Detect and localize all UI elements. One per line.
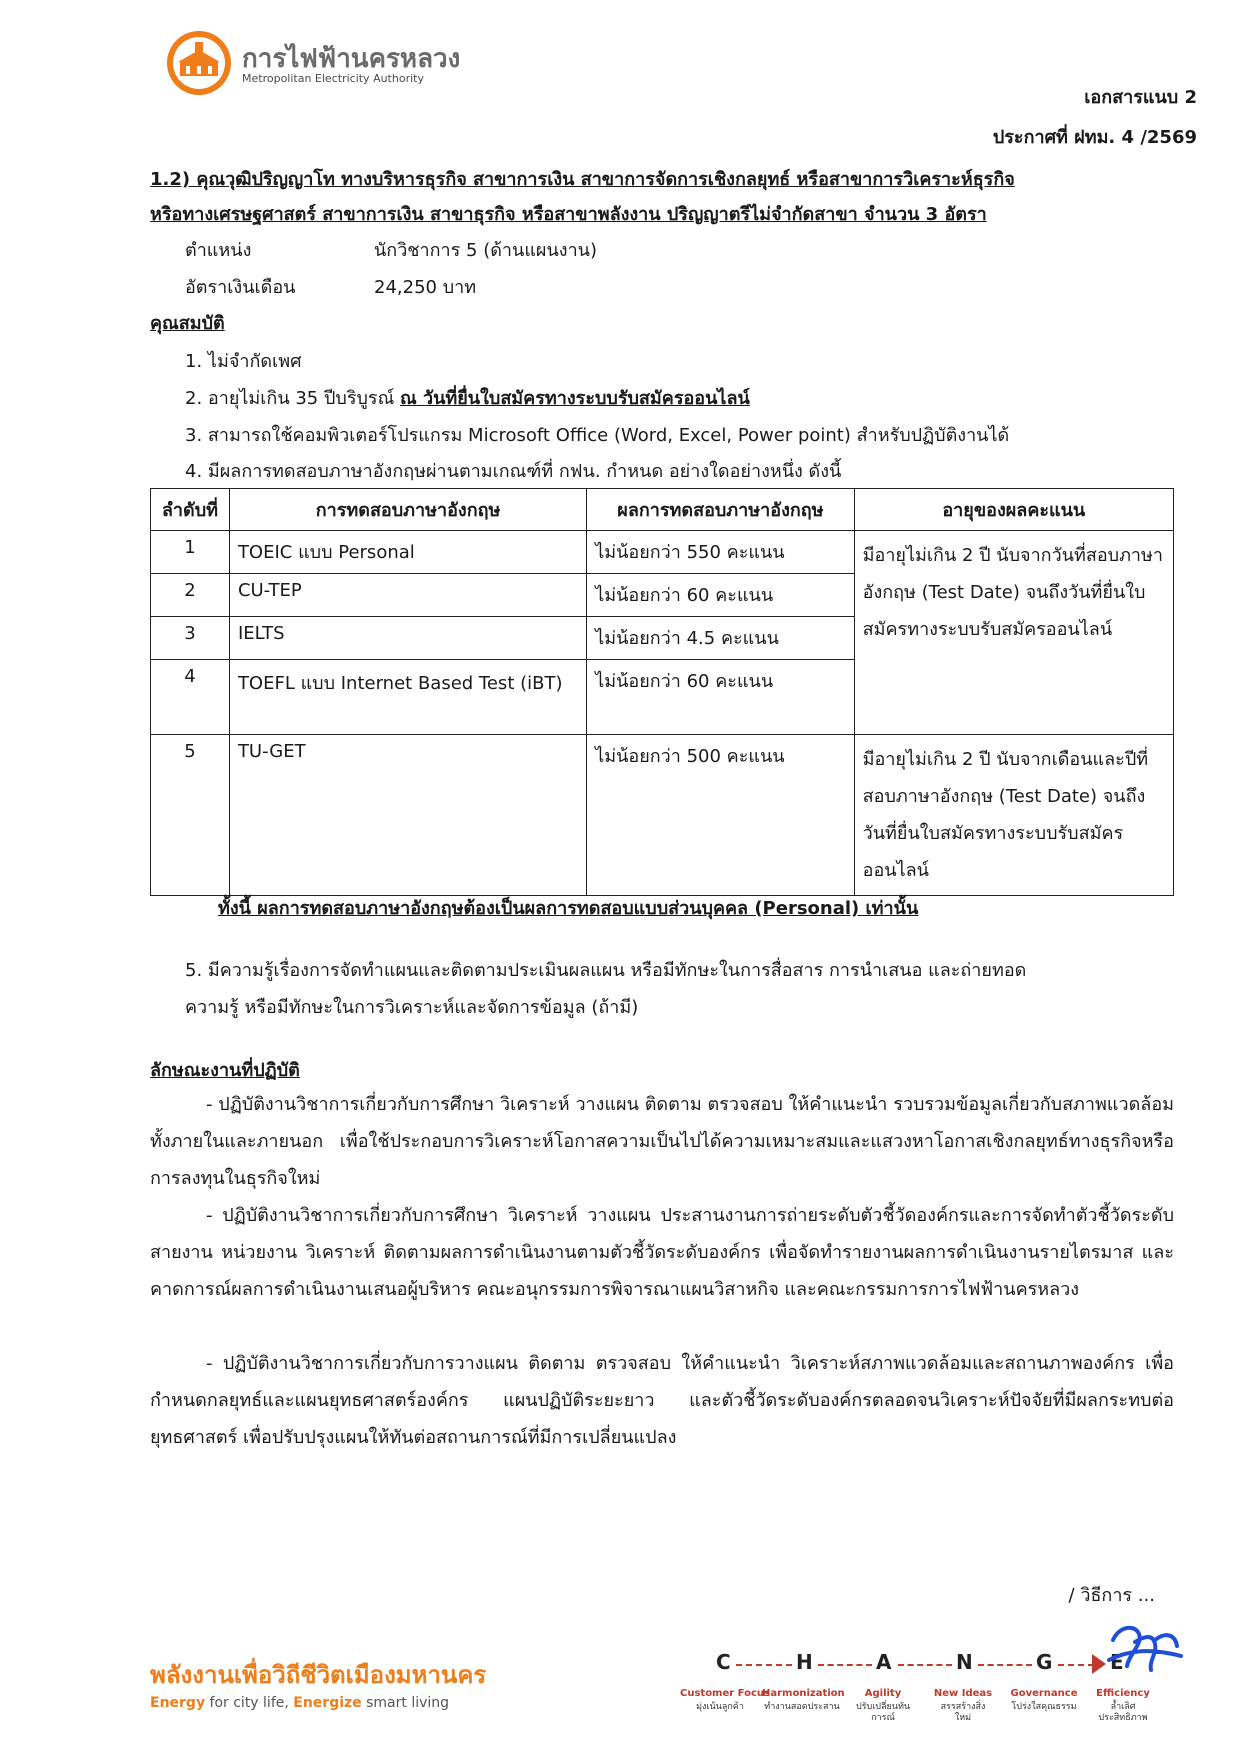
row-test: CU-TEP xyxy=(229,574,586,617)
announcement-number: ประกาศที่ ฝทม. 4 /2569 xyxy=(992,127,1197,148)
table-row xyxy=(151,531,1174,574)
org-name-th: การไฟฟ้านครหลวง xyxy=(242,44,461,74)
duty-1: - ปฏิบัติงานวิชาการเกี่ยวกับการศึกษา วิเคราะห์ วางแผน ติดตาม ตรวจสอบ ให้คำแนะนำ รวบรวมข้อมูลเกี่ยวกับสภาพแวดล้อมทั้งภายในและภายนอก เพื่อใช้ประกอบการวิเคราะห์โอกาสความเป็นไปได้ความเหมาะสมและแสวงหาโอกาสเชิงกลยุทธ์ทางธุรกิจหรือการลงทุนในธุรกิจใหม่ xyxy=(150,1094,1174,1189)
arrow-icon xyxy=(1092,1654,1106,1674)
position-value: นักวิชาการ 5 (ด้านแผนงาน) xyxy=(374,240,598,261)
qualifications-title: คุณสมบัติ xyxy=(150,313,225,334)
header-no: ลำดับที่ xyxy=(151,489,230,531)
header-test: การทดสอบภาษาอังกฤษ xyxy=(229,489,586,531)
change-sub-c: มุ่งเน้นลูกค้า xyxy=(696,1702,744,1712)
duties-title: ลักษณะงานที่ปฏิบัติ xyxy=(150,1060,300,1081)
qualification-2-text: 2. อายุไม่เกิน 35 ปีบริบูรณ์ xyxy=(185,388,401,409)
change-letter-n: N xyxy=(956,1650,973,1674)
section-heading-line2: หริอทางเศรษฐศาสตร์ สาขาการเงิน สาขาธุรกิจ หรือสาขาพลังงาน ปริญญาตรีไม่จำกัดสาขา จำนวน 3 อัตรา xyxy=(150,204,987,225)
change-label-g: Governance xyxy=(1010,1688,1078,1699)
continue-marker: / วิธีการ ... xyxy=(1068,1585,1155,1606)
change-sub-n: สรรสร้างสิ่งใหม่ xyxy=(940,1702,986,1723)
row-no: 3 xyxy=(151,617,230,660)
table-row xyxy=(151,735,1174,896)
change-dash xyxy=(898,1664,952,1666)
table-header-row xyxy=(151,489,1174,531)
validity-cell-5: มีอายุไม่เกิน 2 ปี นับจากเดือนและปีที่สอบภาษาอังกฤษ (Test Date) จนถึงวันที่ยื่นใบสมัครทางระบบรับสมัครออนไลน์ xyxy=(854,735,1173,896)
change-sub-e: ล้ำเลิศประสิทธิภาพ xyxy=(1098,1702,1148,1723)
mea-logo xyxy=(164,28,484,98)
change-label-n: New Ideas xyxy=(933,1688,993,1699)
change-dash xyxy=(978,1664,1032,1666)
row-score: ไม่น้อยกว่า 550 คะแนน xyxy=(587,531,854,574)
slogan-energy: Energy xyxy=(150,1695,206,1711)
duty-3: - ปฏิบัติงานวิชาการเกี่ยวกับการวางแผน ติดตาม ตรวจสอบ ให้คำแนะนำ วิเคราะห์สภาพแวดล้อมและสถานภาพองค์กร เพื่อกำหนดกลยุทธ์และแผนยุทธศาสตร์องค์กร แผนปฏิบัติระยะยาว และตัวชี้วัดระดับองค์กรตลอดจนวิเคราะห์ปัจจัยที่มีผลกระทบต่อยุทธศาสตร์ เพื่อปรับปรุงแผนให้ทันต่อสถานการณ์ที่มีการเปลี่ยนแปลง xyxy=(150,1353,1174,1448)
slogan-part2: for city life, xyxy=(205,1695,294,1711)
row-test: TOEIC แบบ Personal xyxy=(229,531,586,574)
qualification-5-line2: ความรู้ หรือมีทักษะในการวิเคราะห์และจัดการข้อมูล (ถ้ามี) xyxy=(185,997,639,1018)
change-letter-c: C xyxy=(716,1650,731,1674)
footer-slogan-en xyxy=(150,1695,449,1711)
row-score: ไม่น้อยกว่า 60 คะแนน xyxy=(587,660,854,735)
slogan-part4: smart living xyxy=(361,1695,450,1711)
validity-cell-1-4: มีอายุไม่เกิน 2 ปี นับจากวันที่สอบภาษาอังกฤษ (Test Date) จนถึงวันที่ยื่นใบสมัครทางระบบรับสมัครออนไลน์ xyxy=(854,531,1173,735)
row-score: ไม่น้อยกว่า 500 คะแนน xyxy=(587,735,854,896)
footer-slogan-th: พลังงานเพื่อวิถีชีวิตเมืองมหานคร xyxy=(150,1661,487,1689)
signature-icon xyxy=(1105,1620,1185,1680)
change-label-e: Efficiency xyxy=(1096,1688,1150,1699)
row-no: 5 xyxy=(151,735,230,896)
section-heading-line1: 1.2) คุณวุฒิปริญญาโท ทางบริหารธุรกิจ สาขาการเงิน สาขาการจัดการเชิงกลยุทธ์ หรือสาขาการวิเคราะห์ธุรกิจ xyxy=(150,169,1015,190)
change-letter-h: H xyxy=(796,1650,813,1674)
row-no: 4 xyxy=(151,660,230,735)
duty-2: - ปฏิบัติงานวิชาการเกี่ยวกับการศึกษา วิเคราะห์ วางแผน ประสานงานการถ่ายระดับตัวชี้วัดองค์กรและการจัดทำตัวชี้วัดระดับ สายงาน หน่วยงาน วิเคราะห์ ติดตามผลการดำเนินงานตามตัวชี้วัดระดับองค์กร เพื่อจัดทำรายงานผลการดำเนินงานรายไตรมาส และคาดการณ์ผลการดำเนินงานเสนอผู้บริหาร คณะอนุกรรมการพิจารณาแผนวิสาหกิจ และคณะกรรมการการไฟฟ้านครหลวง xyxy=(150,1205,1174,1300)
english-test-table xyxy=(150,488,1174,896)
qualification-2-emphasis: ณ วันที่ยื่นใบสมัครทางระบบรับสมัครออนไลน์ xyxy=(400,388,750,409)
change-letter-a: A xyxy=(876,1650,892,1674)
change-sub-a: ปรับเปลี่ยนทันการณ์ xyxy=(855,1702,911,1723)
change-dash xyxy=(818,1664,872,1666)
attachment-label: เอกสารแนบ 2 xyxy=(1084,87,1197,108)
header-score: ผลการทดสอบภาษาอังกฤษ xyxy=(587,489,854,531)
salary-value: 24,250 บาท xyxy=(374,277,477,298)
row-no: 1 xyxy=(151,531,230,574)
slogan-energize: Energize xyxy=(293,1695,362,1711)
mea-emblem-icon xyxy=(164,28,234,98)
header-validity: อายุของผลคะแนน xyxy=(854,489,1173,531)
change-letter-g: G xyxy=(1036,1650,1053,1674)
row-score: ไม่น้อยกว่า 60 คะแนน xyxy=(587,574,854,617)
position-label: ตำแหน่ง xyxy=(185,240,252,261)
change-sub-h: ทำงานสอดประสาน xyxy=(764,1702,840,1712)
row-test: TU-GET xyxy=(229,735,586,896)
qualification-3: 3. สามารถใช้คอมพิวเตอร์โปรแกรม Microsoft Office (Word, Excel, Power point) สำหรับปฏิบัติงานได้ xyxy=(185,425,1010,446)
change-sub-g: โปร่งใสคุณธรรม xyxy=(1011,1702,1077,1712)
change-label-h: Harmonization xyxy=(762,1688,845,1699)
qualification-5-line1: 5. มีความรู้เรื่องการจัดทำแผนและติดตามประเมินผลแผน หรือมีทักษะในการสื่อสาร การนำเสนอ และถ่ายทอด xyxy=(185,960,1027,981)
row-test: TOEFL แบบ Internet Based Test (iBT) xyxy=(229,660,586,735)
qualification-1: 1. ไม่จำกัดเพศ xyxy=(185,351,302,372)
row-no: 2 xyxy=(151,574,230,617)
change-letter-e: E xyxy=(1110,1650,1124,1674)
org-name-en: Metropolitan Electricity Authority xyxy=(242,72,424,85)
change-label-c: Customer Focus xyxy=(680,1688,770,1699)
salary-label: อัตราเงินเดือน xyxy=(185,277,296,298)
english-test-note: ทั้งนี้ ผลการทดสอบภาษาอังกฤษต้องเป็นผลการทดสอบแบบส่วนบุคคล (Personal) เท่านั้น xyxy=(218,898,919,919)
change-dash xyxy=(736,1664,792,1666)
qualification-4: 4. มีผลการทดสอบภาษาอังกฤษผ่านตามเกณฑ์ที่ กฟน. กำหนด อย่างใดอย่างหนึ่ง ดังนี้ xyxy=(185,461,842,482)
row-score: ไม่น้อยกว่า 4.5 คะแนน xyxy=(587,617,854,660)
row-test: IELTS xyxy=(229,617,586,660)
change-dash xyxy=(1058,1664,1094,1666)
change-label-a: Agility xyxy=(864,1688,902,1699)
qualification-2 xyxy=(185,383,750,412)
